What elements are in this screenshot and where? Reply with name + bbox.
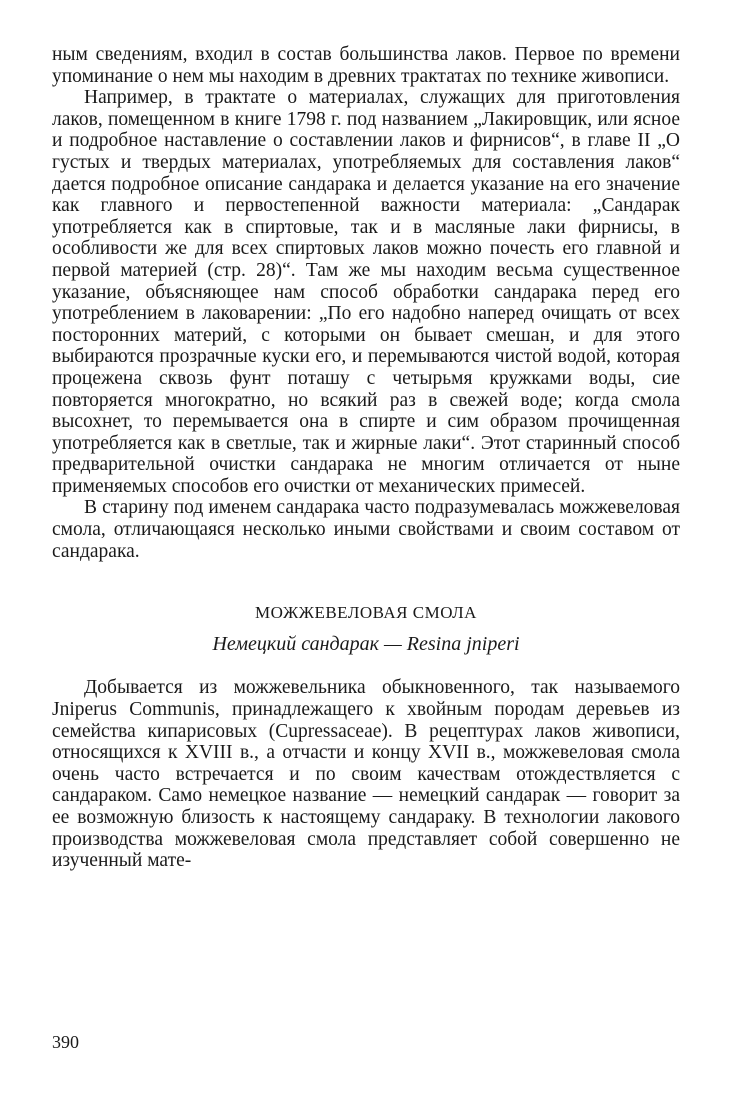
paragraph-treatise: Например, в трактате о материалах, служащих для приготовления лаков, помещенном в книге 1798 г. под названием „Лакировщик, или ясное и подробное наставление о составлении лаков и фирнисов“, в главе II „О густых и твердых материалах, употребляемых для составления лаков“ дается подробное описание сандарака и делается указание на его значение как главного и первостепенной важности материала: „Сандарак употребляется как в спиртовые, так и в масляные лаки фирнисы, в особливости же для всех спиртовых лаков можно почесть его главной и первой материей (стр. 28)“. Там же мы находим весьма существенное указание, объясняющее нам способ обработки сандарака перед его употреблением в лаковарении: „По его надобно наперед очищать от всех посторонних материй, с которыми он бывает смешан, и для этого выбираются прозрачные куски его, и перемываются чистой водой, которая процежена сквозь фунт поташу с четырьмя кружками воды, сие повторяется многократно, но всякий раз в свежей воде; когда смола высохнет, то перемывается она в спирте и сим образом прочищенная употребляется как в светлые, так и жирные лаки“. Этот старинный способ предварительной очистки сандарака не многим отличается от ныне применяемых способов его очистки от механических примесей.: [52, 87, 680, 497]
paragraph-juniper-description: Добывается из можжевельника обыкновенного, так называемого Jniperus Communis, принадлежащего к хвойным породам деревьев из семейства кипарисовых (Cupressaceae). В рецептурах лаков живописи, относящихся к XVIII в., а отчасти и концу XVII в., можжевеловая смола очень часто встречается и по своим качествам отождествляется с сандараком. Само немецкое название — немецкий сандарак — говорит за ее возможную близость к настоящему сандараку. В технологии лакового производства можжевеловая смола представляет собой совершенно не изученный мате-: [52, 677, 680, 872]
section-subheading: Немецкий сандарак — Resina jniperi: [212, 632, 520, 655]
page-number: 390: [52, 1032, 79, 1052]
section-heading: МОЖЖЕВЕЛОВАЯ СМОЛА: [255, 603, 477, 623]
paragraph-juniper-intro: В старину под именем сандарака часто подразумевалась можжевеловая смола, отличающаяся несколько иными свойствами и своим составом от сандарака.: [52, 497, 680, 562]
paragraph-continuation: ным сведениям, входил в состав большинства лаков. Первое по времени упоминание о нем мы находим в древних трактатах по технике живописи.: [52, 44, 680, 87]
page-body: [52, 44, 680, 872]
